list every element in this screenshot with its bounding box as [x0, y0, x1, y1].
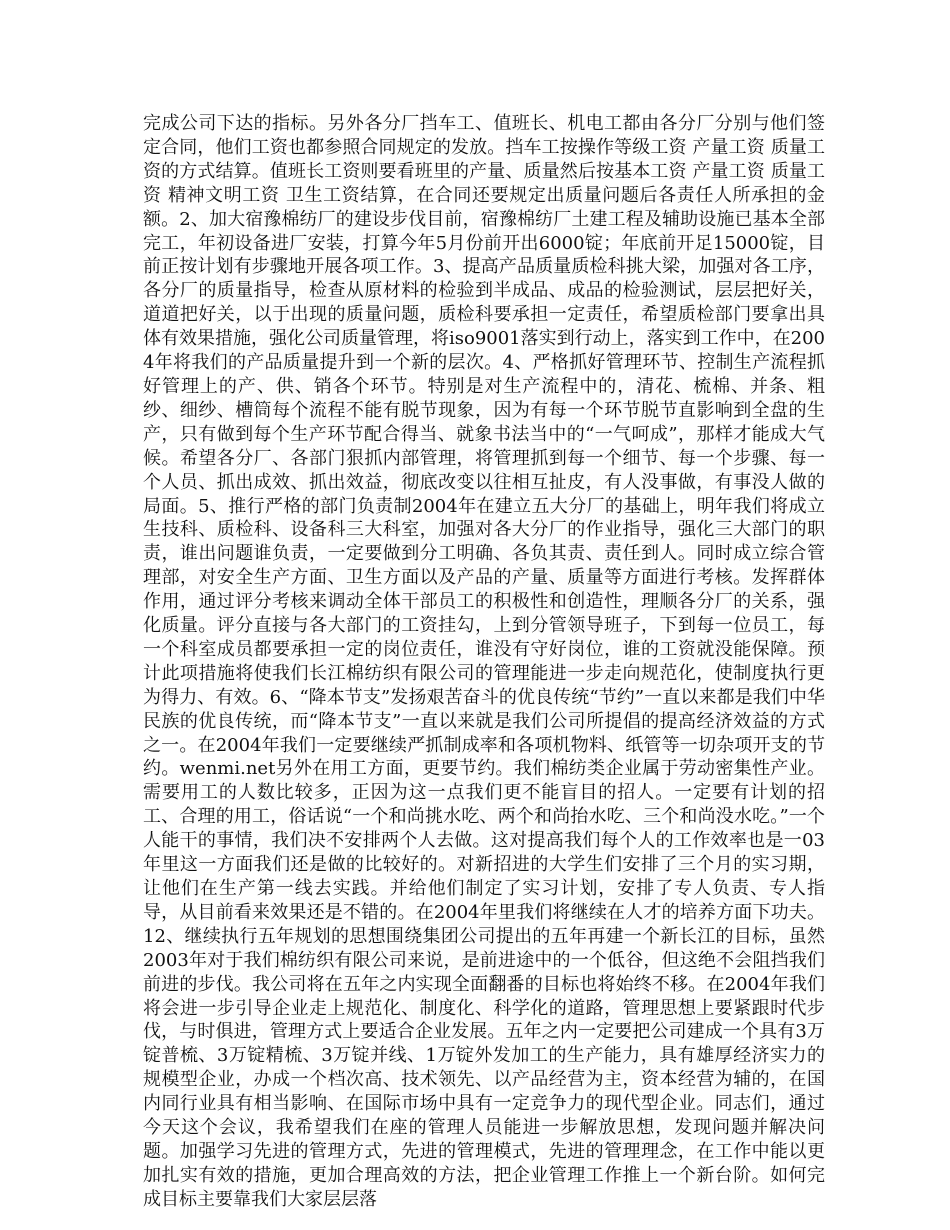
body-text: 完成公司下达的指标。另外各分厂挡车工、值班长、机电工都由各分厂分别与他们签定合同，他们工资也都参照合同规定的发放。挡车工按操作等级工资 产量工资 质量工资的方式结算。值班长工资则要看班里的产量、质量然后按基本工资 产量工资 质量工资 精神文明工资 卫生工资结算，在合同还要规定出质量问题后各责任人所承担的金额。2、加大宿豫棉纺厂的建设步伐目前，宿豫棉纺厂土建工程及辅助设施已基本全部完工，年初设备进厂安装，打算今年5月份前开出6000锭；年底前开足15000锭，目前正按计划有步骤地开展各项工作。3、提高产品质量质检科挑大梁，加强对各工序，各分厂的质量指导，检查从原材料的检验到半成品、成品的检验测试，层层把好关，道道把好关，以于出现的质量问题，质检科要承担一定责任，希望质检部门要拿出具体有效果措施，强化公司质量管理，将iso9001落实到行动上，落实到工作中，在2004年将我们的产品质量提升到一个新的层次。4、严格抓好管理环节、控制生产流程抓好管理上的产、供、销各个环节。特别是对生产流程中的，清花、梳棉、并条、粗纱、细纱、槽筒每个流程不能有脱节现象，因为有每一个环节脱节直影响到全盘的生产，只有做到每个生产环节配合得当、就象书法当中的“一气呵成”，那样才能成大气候。希望各分厂、各部门狠抓内部管理，将管理抓到每一个细节、每一个步骤、每一个人员、抓出成效、抓出效益，彻底改变以往相互扯皮，有人没事做，有事没人做的局面。5、推行严格的部门负责制2004年在建立五大分厂的基础上，明年我们将成立生技科、质检科、设备科三大科室，加强对各大分厂的作业指导，强化三大部门的职责，谁出问题谁负责，一定要做到分工明确、各负其责、责任到人。同时成立综合管理部，对安全生产方面、卫生方面以及产品的产量、质量等方面进行考核。发挥群体作用，通过评分考核来调动全体干部员工的积极性和创造性，理顺各分厂的关系，强化质量。评分直接与各大部门的工资挂勾，上到分管领导班子，下到每一位员工，每一个科室成员都要承担一定的岗位责任，谁没有守好岗位，谁的工资就没能保障。预计此项措施将使我们长江棉纺织有限公司的管理能进一步走向规范化，使制度执行更为得力、有效。6、“降本节支”发扬艰苦奋斗的优良传统“节约”一直以来都是我们中华民族的优良传统，而“降本节支”一直以来就是我们公司所提倡的提高经济效益的方式之一。在2004年我们一定要继续严抓制成率和各项机物料、纸管等一切杂项开支的节约。wenmi.net另外在用工方面，更要节约。我们棉纺类企业属于劳动密集性产业。需要用工的人数比较多，正因为这一点我们更不能盲目的招人。一定要有计划的招工、合理的用工，俗话说“一个和尚挑水吃、两个和尚抬水吃、三个和尚没水吃。”一个人能干的事情，我们决不安排两个人去做。这对提高我们每个人的工作效率也是一03年里这一方面我们还是做的比较好的。对新招进的大学生们安排了三个月的实习期，让他们在生产第一线去实践。并给他们制定了实习计划，安排了专人负责、专人指导，从目前看来效果还是不错的。在2004年里我们将继续在人才的培养方面下功夫。12、继续执行五年规划的思想围绕集团公司提出的五年再建一个新长江的目标，虽然2003年对于我们棉纺织有限公司来说，是前进途中的一个低谷，但这绝不会阻挡我们前进的步伐。我公司将在五年之内实现全面翻番的目标也将始终不移。在2004年我们将会进一步引导企业走上规范化、制度化、科学化的道路，管理思想上要紧跟时代步伐，与时俱进，管理方式上要适合企业发展。五年之内一定要把公司建成一个具有3万锭普梳、3万锭精梳、3万锭并线、1万锭外发加工的生产能力，具有雄厚经济实力的规模型企业，办成一个档次高、技术领先、以产品经营为主，资本经营为辅的，在国内同行业具有相当影响、在国际市场中具有一定竞争力的现代型企业。同志们，通过今天这个会议，我希望我们在座的管理人员能进一步解放思想，发现问题并解决问题。加强学习先进的管理方式，先进的管理模式，先进的管理理念，在工作中能以更加扎实有效的措施，更加合理高效的方法，把企业管理工作推上一个新台阶。如何完成目标主要靠我们大家层层落: [143, 113, 825, 1210]
